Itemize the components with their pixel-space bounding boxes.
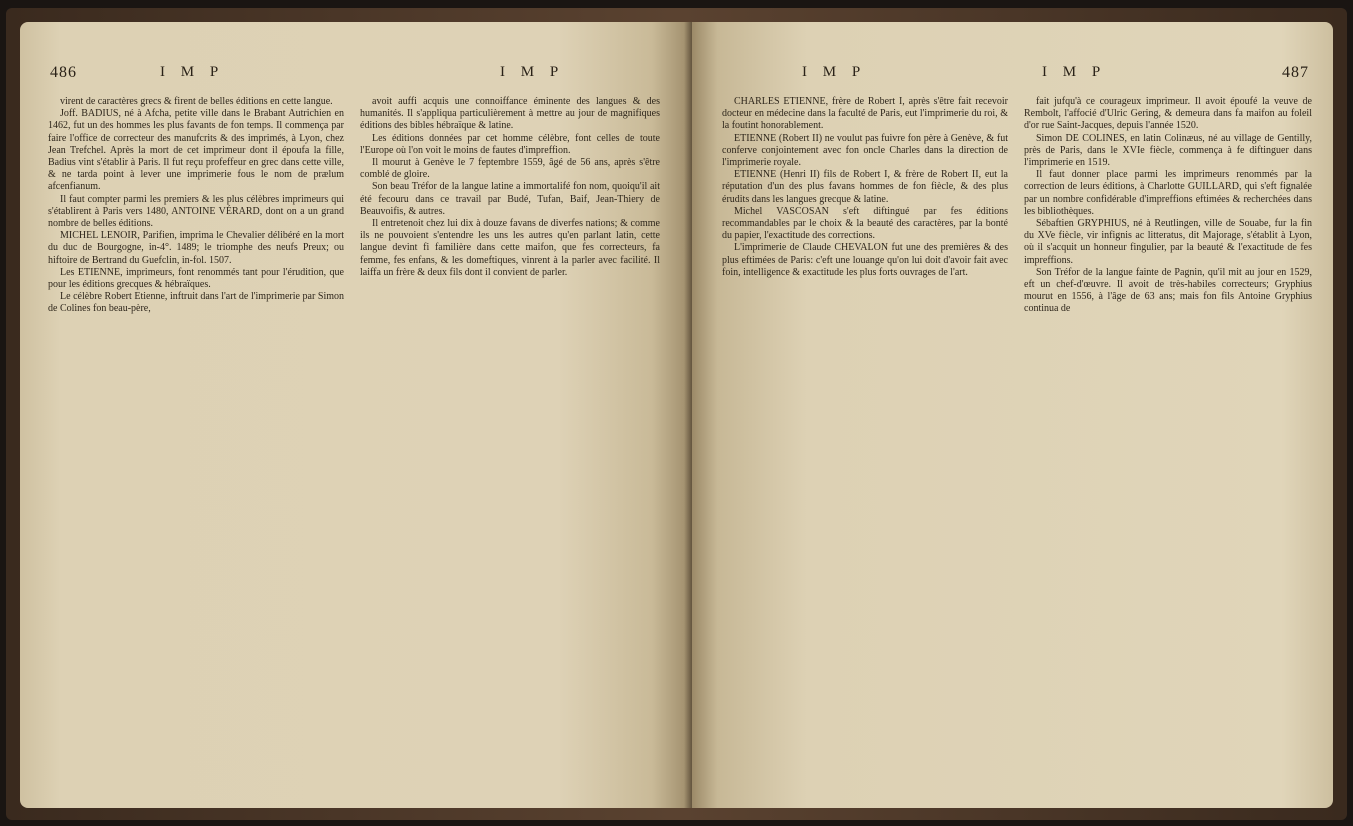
paragraph: Il entretenoit chez lui dix à douze favans de diverfes nations; & comme ils ne pouvoient s'entendre les uns les autres qu'en parlant latin, cette langue devint fi familière dans cette maifon, que fes correcteurs, fa femme, fes enfans, & les domeftiques, vinrent à la parler avec facilité. Il laiffa un frère & deux fils dont il convient de parler. [360,218,660,278]
paragraph: Son beau Tréfor de la langue latine a immortalifé fon nom, quoiqu'il ait été fecouru dans ce travail par Budé, Tufan, Baif, Jean-Thiery de Beauvoifis, & autres. [360,181,660,217]
paragraph: MICHEL LENOIR, Parifien, imprima le Chevalier délibéré en la mort du duc de Bourgogne, in-4°. 1489; le triomphe des neufs Preux; ou hiftoire de Bertrand du Guefclin, in-fol. 1507. [48,230,344,266]
paragraph: fait jufqu'à ce courageux imprimeur. Il avoit époufé la veuve de Rembolt, l'affocié d'Ulric Gering, & demeura dans fa maifon au foleil d'or rue Saint-Jacques, depuis l'année 1520. [1024,96,1312,132]
paragraph: L'imprimerie de Claude CHEVALON fut une des premières & des plus eftimées de Paris: c'eft une louange qu'on lui doit d'avoir fait avec foin, intelligence & exactitude les plus forts ouvrages de l'art. [722,242,1008,278]
left-page [20,22,692,808]
paragraph: Simon DE COLINES, en latin Colinæus, né au village de Gentilly, près de Paris, dans le XVIe fiècle, commença à fe diftinguer dans l'imprimerie en 1519. [1024,132,1312,169]
left-column-2 [360,96,660,279]
right-running-head-2: I M P [1042,64,1107,80]
paragraph: Les éditions données par cet homme célèbre, font celles de toute l'Europe où l'on voit le moins de fautes d'impreffion. [360,132,660,156]
paragraph: Le célèbre Robert Etienne, inftruit dans l'art de l'imprimerie par Simon de Colines fon beau-père, [48,291,344,315]
right-column-2 [1024,96,1312,316]
paragraph: ETIENNE (Henri II) fils de Robert I, & frère de Robert II, eut la réputation d'un des plus favans hommes de fon fiècle, & des plus érudits dans les langues grecque & latine. [722,169,1008,205]
paragraph: virent de caractères grecs & firent de belles éditions en cette langue. [60,96,333,107]
paragraph: Il mourut à Genève le 7 feptembre 1559, âgé de 56 ans, après s'être comblé de gloire. [360,157,660,181]
paragraph: Joff. BADIUS, né à Afcha, petite ville dans le Brabant Autrichien en 1462, fut un des hommes les plus favants de fon temps. Il commença par faire l'office de correcteur des manufcrits & des imprimés, à Lyon, chez Jean Trefchel. Après la mort de cet imprimeur dont il époufa la fille, Badius vint s'établir à Paris. Il fut reçu profeffeur en grec dans cette ville, & ne tarda point à lever une imprimerie fous le nom de prælum afcenfianum. [48,108,344,193]
paragraph: Son Tréfor de la langue fainte de Pagnin, qu'il mit au jour en 1529, eft un chef-d'œuvre. Il avoit de très-habiles correcteurs; Gryphius mourut en 1556, à l'âge de 63 ans; mais fon fils Antoine Gryphius continua de [1024,266,1312,315]
right-running-head-1: I M P [802,64,867,80]
left-running-head-2: I M P [500,64,565,80]
left-folio: 486 [50,64,77,81]
paragraph: Il faut donner place parmi les imprimeurs renommés par la correction de leurs éditions, à Charlotte GUILLARD, qui s'eft fignalée par un nombre confidérable d'impreffions eftimées & recherchées dans les bibliothèques. [1024,169,1312,217]
paragraph: Les ETIENNE, imprimeurs, font renommés tant pour l'érudition, que pour les éditions grecques & hébraïques. [48,266,344,291]
left-running-head-1: I M P [160,64,225,80]
paragraph: CHARLES ETIENNE, frère de Robert I, après s'être fait recevoir docteur en médecine dans la faculté de Paris, eut l'imprimerie du roi, & la foutint honorablement. [722,96,1008,132]
left-column-1 [48,96,344,316]
right-page [692,22,1333,808]
paragraph: ETIENNE (Robert II) ne voulut pas fuivre fon père à Genève, & fut conferve conjointement avec fon oncle Charles dans la direction de l'imprimerie royale. [722,132,1008,169]
right-column-1 [722,96,1008,279]
paragraph: avoit auffi acquis une connoiffance éminente des langues & des humanités. Il s'appliqua particulièrement à mettre au jour de magnifiques éditions des bibles hébraïque & latine. [360,96,660,132]
paragraph: Il faut compter parmi les premiers & les plus célèbres imprimeurs qui s'établirent à Paris vers 1480, ANTOINE VÉRARD, dont on a un grand nombre de belles éditions. [48,193,344,230]
paragraph: Sébaftien GRYPHIUS, né à Reutlingen, ville de Souabe, fur la fin du XVe fiècle, vir infignis ac litteratus, dit Majorage, s'établit à Lyon, où il s'acquit un honneur fingulier, par la beauté & l'exactitude de fes impreffions. [1024,218,1312,266]
paragraph: Michel VASCOSAN s'eft diftingué par fes éditions recommandables par le choix & la beauté des caractères, par la bonté du papier, l'exactitude des corrections. [722,205,1008,242]
right-folio: 487 [1282,64,1309,81]
